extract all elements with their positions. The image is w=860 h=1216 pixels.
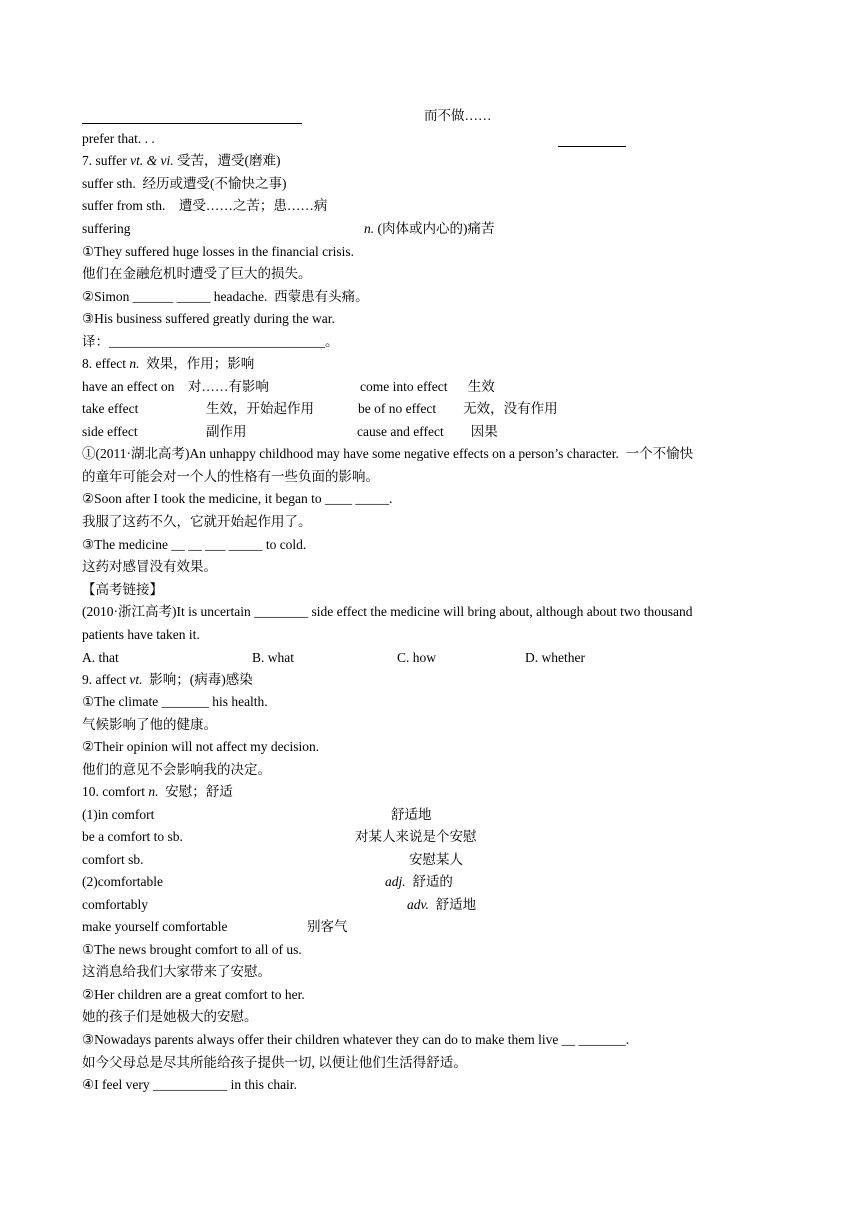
item10-phrase: comfortably (82, 897, 148, 912)
item10-example: ①The news brought comfort to all of us. (82, 942, 302, 957)
item9-heading: 9. affect vt. 影响；(病毒)感染 (82, 672, 253, 687)
item10-example-cn: 她的孩子们是她极大的安慰。 (82, 1009, 258, 1024)
item10-phrase: comfort sb. (82, 852, 144, 867)
item10-phrase-meaning: 别客气 (307, 919, 348, 934)
answer-blank-line (82, 123, 302, 124)
item10-phrase-meaning: 舒适地 (391, 807, 432, 822)
item8-phrase: be of no effect 无效，没有作用 (358, 401, 558, 416)
item7-example: ③His business suffered greatly during the war. (82, 311, 335, 326)
item8-example: ②Soon after I took the medicine, it began to ____ _____. (82, 491, 393, 506)
item8-phrase: cause and effect 因果 (357, 424, 498, 439)
item10-phrase-meaning: adj. 舒适的 (385, 874, 453, 889)
item8-example: ③The medicine __ __ ___ _____ to cold. (82, 537, 307, 552)
item7-example: ①They suffered huge losses in the financial crisis. (82, 244, 355, 259)
item10-phrase: (1)in comfort (82, 807, 155, 822)
item9-example: ②Their opinion will not affect my decision. (82, 739, 320, 754)
item8-phrase-meaning: 生效，开始起作用 (206, 401, 314, 416)
item10-example-cn: 如今父母总是尽其所能给孩子提供一切, 以便让他们生活得舒适。 (82, 1055, 467, 1070)
item7-phrase: suffer from sth. 遭受……之苦；患……病 (82, 198, 328, 213)
item7-phrase-word: suffering (82, 221, 131, 236)
item10-example: ④I feel very ___________ in this chair. (82, 1077, 297, 1092)
item9-example-cn: 他们的意见不会影响我的决定。 (82, 762, 271, 777)
exam-question: patients have taken it. (82, 627, 200, 642)
item8-heading: 8. effect n. 效果，作用；影响 (82, 356, 255, 371)
item10-heading: 10. comfort n. 安慰；舒适 (82, 784, 233, 799)
item10-example: ③Nowadays parents always offer their children whatever they can do to make them live __ _______. (82, 1032, 630, 1047)
item10-phrase: (2)comfortable (82, 874, 163, 889)
item8-phrase: take effect (82, 401, 139, 416)
item8-phrase: come into effect 生效 (360, 379, 495, 394)
item8-phrase: have an effect on 对……有影响 (82, 379, 269, 394)
item8-example-cn: 的童年可能会对一个人的性格有一些负面的影响。 (82, 469, 379, 484)
item7-translation-line: 译：________________________________。 (82, 334, 339, 349)
option-b: B. what (252, 650, 294, 665)
item7-phrase: suffer sth. 经历或遭受(不愉快之事) (82, 176, 287, 191)
item9-example-cn: 气候影响了他的健康。 (82, 717, 217, 732)
option-d: D. whether (525, 650, 585, 665)
item10-phrase-meaning: 安慰某人 (409, 852, 463, 867)
item10-example-cn: 这消息给我们大家带来了安慰。 (82, 964, 271, 979)
item8-example-cn: 我服了这药不久，它就开始起作用了。 (82, 514, 312, 529)
item7-heading: 7. suffer vt. & vi. 受苦，遭受(磨难) (82, 153, 281, 168)
item8-example-cn: 这药对感冒没有效果。 (82, 559, 217, 574)
item9-example: ①The climate _______ his health. (82, 694, 268, 709)
item7-example: ②Simon ______ _____ headache. 西蒙患有头痛。 (82, 289, 369, 304)
exam-question: (2010·浙江高考)It is uncertain ________ side effect the medicine will bring about, although about two thousand (82, 604, 693, 619)
top-left-text: prefer that. . . (82, 131, 155, 146)
item10-phrase-meaning: adv. 舒适地 (407, 897, 477, 912)
item10-example: ②Her children are a great comfort to her. (82, 987, 305, 1002)
item7-example-cn: 他们在金融危机时遭受了巨大的损失。 (82, 266, 312, 281)
option-a: A. that (82, 650, 119, 665)
answer-blank-line (558, 146, 626, 147)
item10-phrase: make yourself comfortable (82, 919, 228, 934)
option-c: C. how (397, 650, 437, 665)
exam-link-title: 【高考链接】 (82, 582, 163, 597)
item7-phrase-meaning: n. (肉体或内心的)痛苦 (364, 221, 495, 236)
item8-phrase: side effect (82, 424, 138, 439)
item10-phrase: be a comfort to sb. (82, 829, 183, 844)
item8-phrase-meaning: 副作用 (206, 424, 247, 439)
item10-phrase-meaning: 对某人来说是个安慰 (355, 829, 477, 844)
top-right-text: 而不做…… (424, 108, 492, 123)
item8-example: ①(2011·湖北高考)An unhappy childhood may have some negative effects on a person’s character. 一个不愉快 (82, 446, 694, 461)
